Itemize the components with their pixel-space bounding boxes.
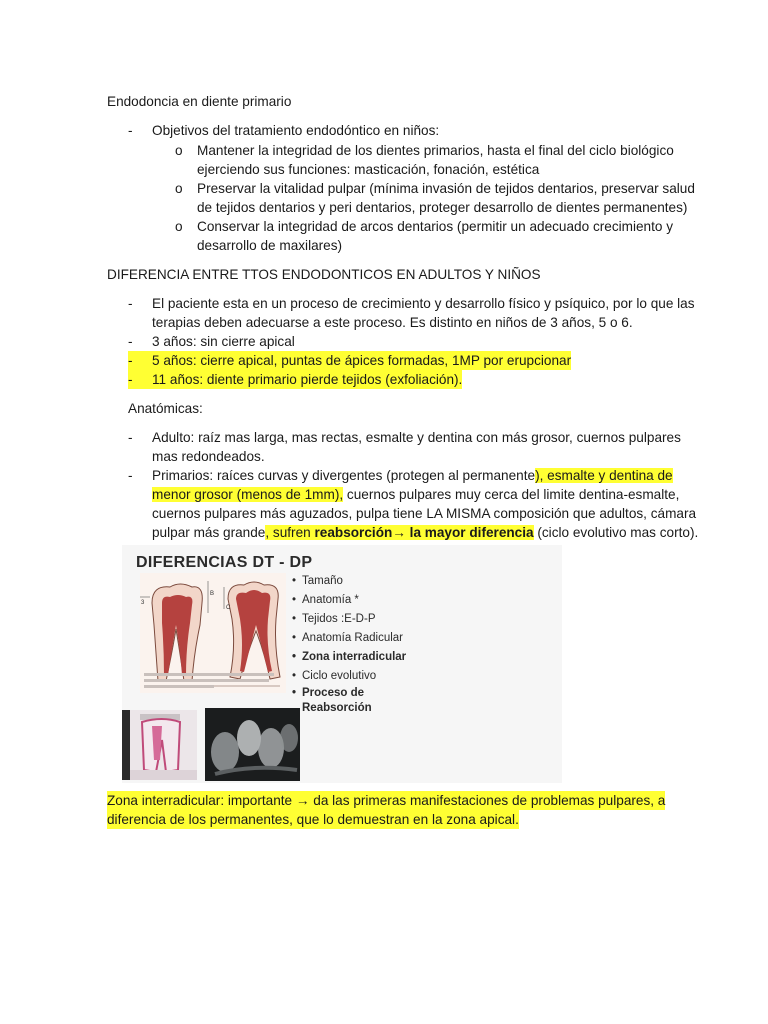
slide-bullet-continued: Reabsorción (302, 702, 372, 714)
caption-line (144, 673, 274, 676)
adulto-line1: Adulto: raíz mas larga, mas rectas, esmalte y dentina con más grosor, cuernos pulpares (152, 430, 681, 445)
age-11: 11 años: diente primario pierde tejidos (exfoliación). (152, 372, 463, 387)
objective-2-line2: de tejidos dentarios y peri dentarios, proteger desarrollo de dientes permanentes) (197, 200, 688, 215)
objective-3-line1: Conservar la integridad de arcos dentarios (permitir un adecuado crecimiento y (197, 219, 674, 234)
slide-bullet: • Anatomía Radicular (292, 632, 403, 644)
differences-heading: DIFERENCIA ENTRE TTOS ENDODONTICOS EN ADULTOS Y NIÑOS (107, 267, 541, 282)
slide-bullet: • Ciclo evolutivo (292, 670, 377, 682)
primarios-text: cuernos pulpares muy cerca del limite dentina-esmalte, (343, 487, 680, 502)
adulto-line2: mas redondeados. (152, 449, 265, 464)
primarios-line4 (152, 523, 698, 542)
page-title: Endodoncia en diente primario (107, 94, 292, 109)
tooth-section-photo (122, 710, 197, 780)
list-dash: - (128, 296, 133, 311)
caption-line (144, 679, 269, 682)
sub-bullet: o (175, 219, 183, 234)
primarios-highlight-bold: reabsorción→ la mayor diferencia (314, 525, 534, 540)
primarios-line2 (152, 485, 679, 504)
objective-2-line1: Preservar la vitalidad pulpar (mínima invasión de tejidos dentarios, preservar salud (197, 181, 695, 196)
primarios-line1 (152, 466, 673, 485)
xray-photo (205, 708, 300, 781)
interradicular-line2: diferencia de los permanentes, que lo demuestran en la zona apical. (107, 812, 519, 827)
slide-title: DIFERENCIAS DT - DP (136, 554, 313, 571)
primarios-highlight: , sufren (265, 525, 315, 540)
objective-3-line2: desarrollo de maxilares) (197, 238, 343, 253)
label-3: 3 (141, 600, 145, 606)
list-dash: - (128, 430, 133, 445)
list-dash-highlighted: - (128, 351, 152, 370)
objective-1-line1: Mantener la integridad de los dientes primarios, hasta el final del ciclo biológico (197, 143, 674, 158)
label-c: C (226, 605, 231, 611)
list-dash-highlighted: - (128, 370, 152, 389)
slide-bullet: • Zona interradicular (292, 651, 407, 663)
slide-figure (122, 545, 562, 783)
anatomicas-title: Anatómicas: (128, 401, 203, 416)
slide-bullet: • Tamaño (292, 575, 343, 587)
objectives-title: Objetivos del tratamiento endodóntico en niños: (152, 123, 440, 138)
slide-bullet: • Tejidos :E-D-P (292, 613, 376, 625)
sub-bullet: o (175, 143, 183, 158)
slide-bullets (292, 572, 406, 716)
age-3: 3 años: sin cierre apical (152, 334, 295, 349)
slide-bullet: • Anatomía * (292, 594, 359, 606)
primarios-text: pulpar más grande (152, 525, 266, 540)
slide-bullet: • Proceso de (292, 687, 364, 699)
primarios-text: Primarios: raíces curvas y divergentes (protegen al permanente (152, 468, 536, 483)
patient-line1: El paciente esta en un proceso de crecimiento y desarrollo físico y psíquico, por lo que las (152, 296, 695, 311)
label-b: B (210, 591, 215, 597)
sub-bullet: o (175, 181, 183, 196)
age-5: 5 años: cierre apical, puntas de ápices formadas, 1MP por erupcionar (152, 353, 572, 368)
primarios-highlight: ), esmalte y dentina de (535, 468, 673, 483)
objective-1-line2: ejerciendo sus funciones: masticación, fonación, estética (197, 162, 540, 177)
interradicular-line1: Zona interradicular: importante → da las primeras manifestaciones de problemas pulpares, a (107, 793, 666, 808)
primarios-line3: cuernos pulpares más aguzados, pulpa tiene LA MISMA composición que adultos, cámara (152, 506, 697, 521)
list-dash: - (128, 334, 133, 349)
primarios-text: (ciclo evolutivo mas corto). (533, 525, 699, 540)
list-dash: - (128, 468, 133, 483)
patient-line2: terapias deben adecuarse a este proceso. Es distinto en niños de 3 años, 5 o 6. (152, 315, 633, 330)
caption-line (144, 685, 214, 688)
primarios-highlight: menor grosor (menos de 1mm), (152, 487, 344, 502)
list-dash: - (128, 123, 133, 138)
